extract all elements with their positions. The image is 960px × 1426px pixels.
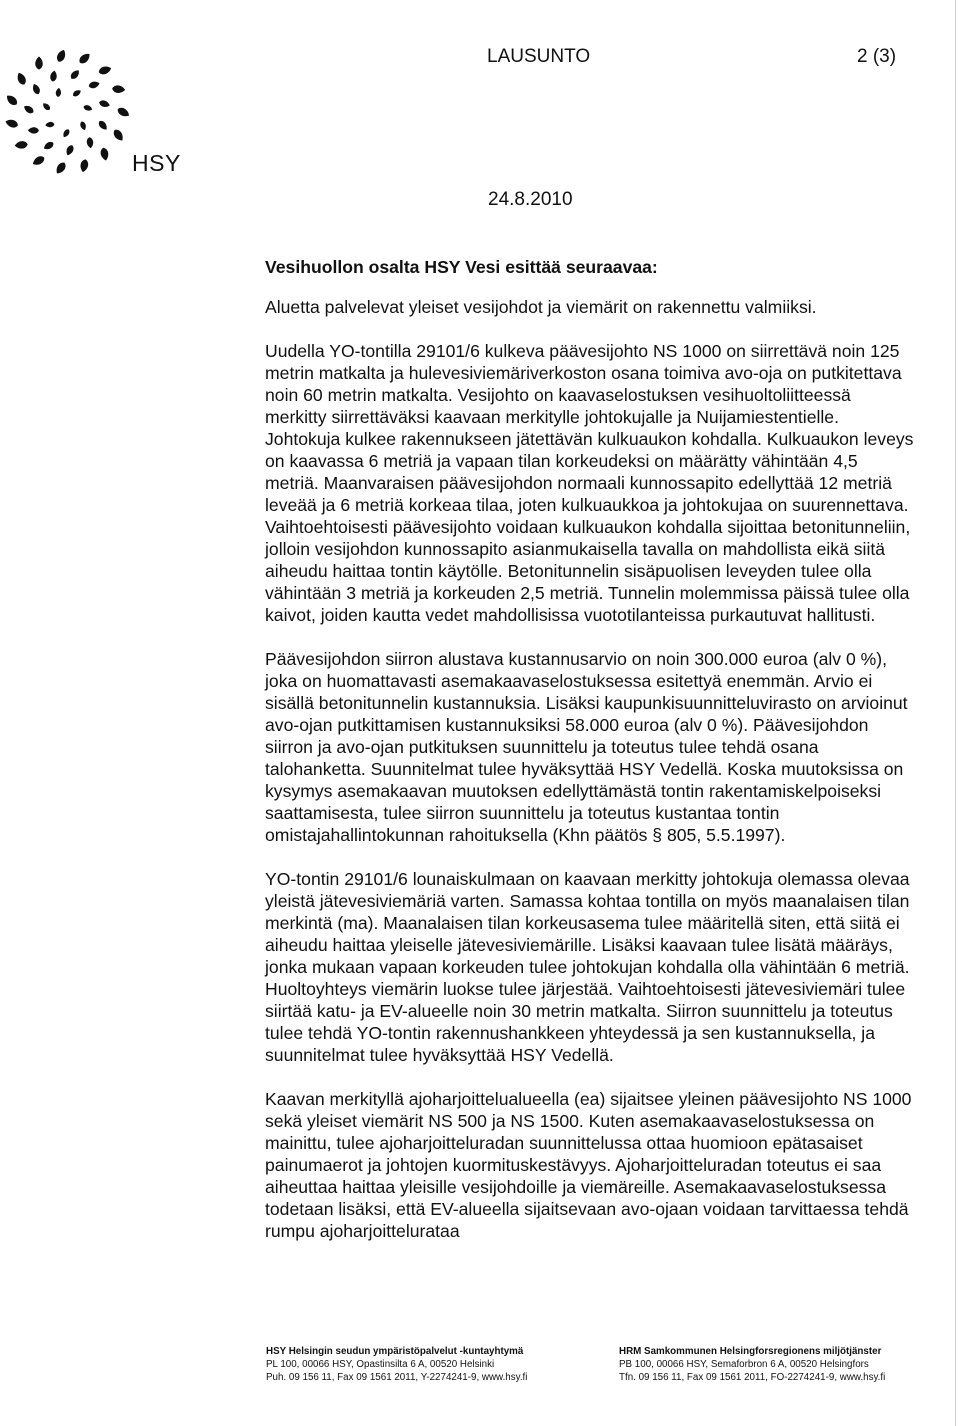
footer-contact: Puh. 09 156 11, Fax 09 1561 2011, Y-2274241-9, www.hsy.fi — [266, 1372, 528, 1383]
logo-drop — [79, 121, 87, 131]
logo-drop — [97, 119, 109, 132]
logo-drop — [112, 128, 126, 143]
footer-org-name: HSY Helsingin seudun ympäristöpalvelut -kuntayhtymä — [266, 1346, 524, 1357]
logo-drop — [65, 144, 76, 157]
footer-swedish — [619, 1345, 949, 1384]
logo-drop — [72, 88, 82, 97]
logo-text: HSY — [132, 150, 181, 176]
logo-drop — [54, 161, 68, 176]
footer-finnish — [266, 1345, 606, 1384]
logo-drop — [41, 101, 51, 111]
logo-drop — [77, 51, 92, 65]
logo-drop — [98, 99, 110, 108]
logo-drop — [45, 121, 55, 127]
logo-drop — [15, 71, 27, 86]
logo-drop — [83, 104, 93, 112]
logo-drop — [22, 104, 35, 115]
logo-drop — [55, 88, 61, 98]
logo-drop — [4, 118, 19, 129]
logo-drop — [79, 159, 89, 173]
logo-drop — [100, 147, 110, 161]
section-heading: Vesihuollon osalta HSY Vesi esittää seuraavaa: — [265, 257, 658, 277]
hsy-logo — [2, 40, 132, 190]
paragraph-2: Uudella YO-tontilla 29101/6 kulkeva päävesijohto NS 1000 on siirrettävä noin 125 metrin matkalta ja hulevesiviemäriverkoston osana toimiva avo-oja on putkitettava noin 60 metrin matkalta. Vesijohto on kaavaselostuksen vesihuoltoliitteessä merkitty siirrettäväksi kaavaan merkitylle johtokujalle ja Nuijamiestentielle. Johtokuja kulkee rakennukseen jätettävän kulkuaukon kohdalla. Kulkuaukon leveys on kaavassa 6 metriä ja vapaan tilan korkeudeksi on määrätty vähintään 4,5 metriä. Maanvaraisen päävesijohdon normaali kunnossapito edellyttää 12 metriä leveää ja 6 metriä korkeaa tilaa, joten kulkuaukkoa ja johtokujaa on suurennettava. Vaihtoehtoisesti päävesijohto voidaan kulkuaukon kohdalla sijoittaa betonitunneliin, jolloin vesijohdon kunnossapito asianmukaisella tavalla on mahdollista eikä siitä aiheudu haittaa tontin käytölle. Betonitunnelin sisäpuolisen leveyden tulee olla vähintään 3 metriä ja korkeuden 2,5 metriä. Tunnelin molemmissa päissä tulee olla kaivot, joiden kautta vedet mahdollisissa vuototilanteissa purkautuvat hallitusti. — [265, 341, 914, 625]
logo-drop — [55, 48, 67, 63]
paragraph-4: YO-tontin 29101/6 lounaiskulmaan on kaavaan merkitty johtokuja olemassa olevaa yleistä jätevesiviemäriä varten. Samassa kohtaa tontilla on myös maanalaisen tilan merkintä (ma). Maanalaisen tilan korkeusasema tulee määritellä siten, että siitä ei aiheudu haittaa yleiselle jätevesiviemärille. Lisäksi kaavaan tulee lisätä määräys, jonka mukaan vapaan korkeuden tulee johtokujan kohdalla olla vähintään 6 metriä. Huoltoyhteys viemärin luokse tulee järjestää. Vaihtoehtoisesti jätevesiviemäri tulee siirtää katu- ja EV-alueelle noin 30 metrin matkalta. Siirron suunnittelu ja toteutus tulee tehdä YO-tontin rakennushankkeen yhteydessä ja sen kustannuksella, ja suunnitelmat tulee hyväksyttää HSY Vedellä. — [265, 869, 910, 1065]
logo-drop — [35, 57, 43, 70]
logo-drop — [62, 128, 71, 139]
hsy-logo-mark — [2, 40, 132, 190]
page-number: 2 (3) — [857, 46, 897, 67]
logo-drop — [14, 141, 28, 150]
logo-drop — [28, 127, 39, 134]
letter-body — [265, 256, 915, 1264]
paragraph-1: Aluetta palvelevat yleiset vesijohdot ja viemärit on rakennettu valmiiksi. — [265, 297, 817, 317]
logo-drop — [116, 106, 131, 119]
document-type: LAUSUNTO — [487, 46, 591, 67]
logo-drop — [31, 154, 46, 167]
footer-org-name: HRM Samkommunen Helsingforsregionens miljötjänster — [619, 1346, 882, 1357]
logo-drop — [42, 140, 55, 151]
logo-drop — [86, 137, 94, 149]
paragraph-5: Kaavan merkityllä ajoharjoittelualueella (ea) sijaitsee yleinen päävesijohto NS 1000 sekä yleiset viemärit NS 500 ja NS 1500. Kuten asemakaavaselostuksessa on mainittu, tulee ajoharjoitteluradan suunnittelussa ottaa huomioon epätasaiset painumaerot ja johtojen kuormituskestävyys. Ajoharjoitteluradan toteutus ei saa aiheuttaa haittaa yleisille vesijohdoille ja viemäreille. Asemakaavaselostuksessa todetaan lisäksi, että EV-alueella sijaitsevaan avo-ojaan voidaan tarvittaessa tehdä rumpu ajoharjoittelurataa — [265, 1089, 912, 1241]
footer-contact: Tfn. 09 156 11, Fax 09 1561 2011, FO-2274241-9, www.hsy.fi — [619, 1372, 886, 1383]
logo-drop — [98, 65, 113, 76]
logo-drop — [112, 85, 126, 94]
document-date: 24.8.2010 — [488, 189, 573, 210]
logo-drop — [69, 68, 81, 80]
logo-drop — [50, 70, 58, 82]
logo-drop — [88, 80, 100, 89]
paragraph-3: Päävesijohdon siirron alustava kustannusarvio on noin 300.000 euroa (alv 0 %), joka on huomattavasti asemakaavaselostuksessa esitettyä enemmän. Arvio ei sisällä betonitunnelin kustannuksia. Lisäksi kaupunkisuunnitteluvirasto on arvioinut avo-ojan putkittamisen kustannuksiksi 58.000 euroa (alv 0 %). Päävesijohdon siirron ja avo-ojan putkituksen suunnittelu ja toteutus tulee tehdä osana talohanketta. Suunnitelmat tulee hyväksyttää HSY Vedellä. Koska muutoksissa on kysymys asemakaavan muutoksen edellyttämästä tontin rakentamiskelpoiseksi saattamisesta, tulee siirron suunnittelu ja toteutus kustantaa tontin omistajahallintokunnan rahoituksella (Khn päätös § 805, 5.5.1997). — [265, 649, 908, 845]
logo-drop — [31, 83, 41, 96]
page-edge-line — [955, 0, 956, 1426]
logo-drop — [4, 93, 19, 107]
footer-address: PB 100, 00066 HSY, Semaforbron 6 A, 00520 Helsingfors — [619, 1359, 869, 1370]
footer-address: PL 100, 00066 HSY, Opastinsilta 6 A, 00520 Helsinki — [266, 1359, 495, 1370]
